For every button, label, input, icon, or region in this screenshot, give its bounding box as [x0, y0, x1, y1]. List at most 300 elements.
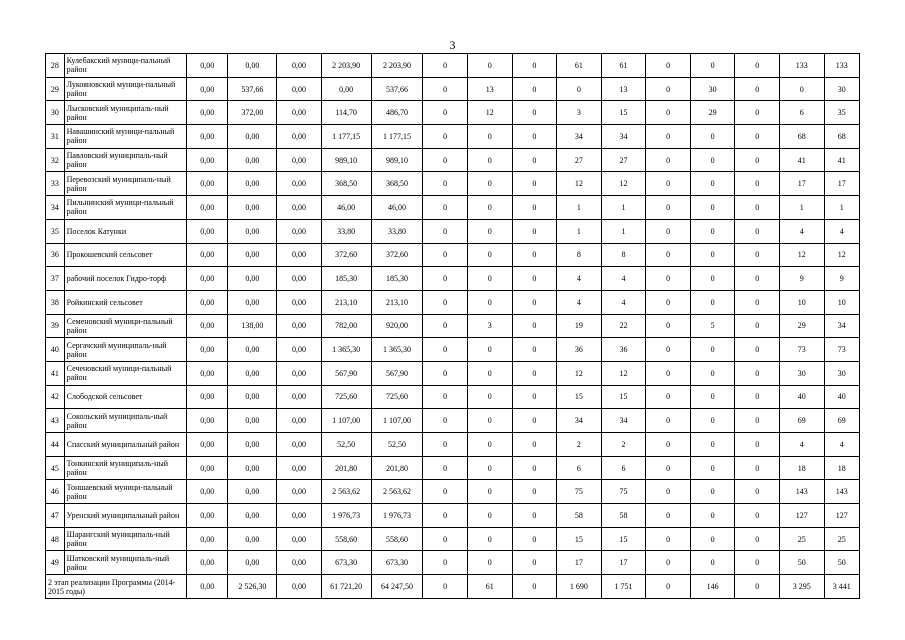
municipality-name-cell: Сокольский муниципаль-ный район	[64, 409, 186, 433]
value-cell: 567,90	[321, 361, 371, 385]
value-cell: 0,00	[187, 172, 228, 196]
value-cell: 0,00	[277, 125, 322, 149]
value-cell: 127	[824, 504, 859, 528]
value-cell: 0	[646, 314, 691, 338]
value-cell: 0,00	[321, 77, 371, 101]
value-cell: 0	[690, 172, 735, 196]
value-cell: 0,00	[187, 196, 228, 220]
value-cell: 50	[780, 551, 825, 575]
value-cell: 2	[557, 433, 602, 457]
value-cell: 0	[423, 361, 468, 385]
value-cell: 0	[512, 527, 557, 551]
value-cell: 2 563,62	[321, 480, 371, 504]
value-cell: 0,00	[187, 409, 228, 433]
value-cell: 0	[423, 433, 468, 457]
value-cell: 0	[423, 77, 468, 101]
value-cell: 0,00	[228, 480, 277, 504]
value-cell: 4	[824, 219, 859, 243]
value-cell: 0	[735, 314, 780, 338]
value-cell: 0	[423, 148, 468, 172]
table-row	[46, 385, 860, 409]
total-value-cell: 64 247,50	[371, 575, 423, 599]
value-cell: 8	[557, 243, 602, 267]
value-cell: 1 177,15	[321, 125, 371, 149]
value-cell: 30	[690, 77, 735, 101]
row-number-cell: 28	[46, 54, 65, 78]
value-cell: 0	[423, 551, 468, 575]
value-cell: 0,00	[228, 433, 277, 457]
value-cell: 0	[646, 409, 691, 433]
value-cell: 27	[601, 148, 646, 172]
value-cell: 673,30	[371, 551, 423, 575]
row-number-cell: 30	[46, 101, 65, 125]
value-cell: 0,00	[187, 101, 228, 125]
value-cell: 0	[423, 196, 468, 220]
value-cell: 69	[824, 409, 859, 433]
value-cell: 0	[467, 409, 512, 433]
value-cell: 0,00	[228, 527, 277, 551]
value-cell: 143	[824, 480, 859, 504]
total-value-cell: 61 721,20	[321, 575, 371, 599]
value-cell: 1 107,00	[321, 409, 371, 433]
value-cell: 0	[735, 148, 780, 172]
value-cell: 0,00	[187, 243, 228, 267]
value-cell: 3	[467, 314, 512, 338]
value-cell: 3	[557, 101, 602, 125]
value-cell: 0,00	[277, 385, 322, 409]
value-cell: 201,80	[371, 456, 423, 480]
value-cell: 0	[735, 219, 780, 243]
value-cell: 133	[824, 54, 859, 78]
table-row	[46, 172, 860, 196]
value-cell: 0	[646, 267, 691, 291]
value-cell: 0,00	[277, 338, 322, 362]
value-cell: 0	[690, 361, 735, 385]
value-cell: 52,50	[321, 433, 371, 457]
total-value-cell: 0	[735, 575, 780, 599]
value-cell: 920,00	[371, 314, 423, 338]
value-cell: 0	[512, 409, 557, 433]
value-cell: 0,00	[228, 172, 277, 196]
value-cell: 0,00	[228, 243, 277, 267]
row-number-cell: 34	[46, 196, 65, 220]
value-cell: 0	[690, 290, 735, 314]
value-cell: 1	[601, 219, 646, 243]
value-cell: 0	[512, 551, 557, 575]
value-cell: 0	[512, 267, 557, 291]
value-cell: 33,80	[371, 219, 423, 243]
value-cell: 10	[824, 290, 859, 314]
value-cell: 15	[601, 527, 646, 551]
value-cell: 0	[423, 456, 468, 480]
value-cell: 372,60	[371, 243, 423, 267]
value-cell: 0,00	[187, 504, 228, 528]
value-cell: 0	[423, 54, 468, 78]
value-cell: 0,00	[277, 54, 322, 78]
table-row	[46, 196, 860, 220]
value-cell: 0,00	[277, 77, 322, 101]
value-cell: 4	[601, 290, 646, 314]
value-cell: 0	[690, 409, 735, 433]
value-cell: 0	[735, 551, 780, 575]
value-cell: 1 976,73	[371, 504, 423, 528]
value-cell: 0	[735, 361, 780, 385]
value-cell: 50	[824, 551, 859, 575]
value-cell: 0	[467, 551, 512, 575]
value-cell: 0,00	[187, 77, 228, 101]
value-cell: 0,00	[228, 385, 277, 409]
value-cell: 0	[646, 361, 691, 385]
value-cell: 0	[512, 243, 557, 267]
row-number-cell: 40	[46, 338, 65, 362]
municipality-name-cell: Сеченовский муници-пальный район	[64, 361, 186, 385]
value-cell: 2 203,90	[321, 54, 371, 78]
value-cell: 0	[467, 219, 512, 243]
value-cell: 6	[780, 101, 825, 125]
value-cell: 0	[646, 77, 691, 101]
municipality-name-cell: Слободской сельсовет	[64, 385, 186, 409]
table-row	[46, 409, 860, 433]
value-cell: 0,00	[187, 480, 228, 504]
value-cell: 1	[557, 219, 602, 243]
value-cell: 34	[824, 314, 859, 338]
value-cell: 30	[824, 361, 859, 385]
municipality-name-cell: Тонкинский муниципаль-ный район	[64, 456, 186, 480]
value-cell: 0	[512, 101, 557, 125]
value-cell: 372,60	[321, 243, 371, 267]
value-cell: 12	[824, 243, 859, 267]
value-cell: 567,90	[371, 361, 423, 385]
municipality-name-cell: Поселок Катунки	[64, 219, 186, 243]
value-cell: 0	[512, 54, 557, 78]
table-row	[46, 219, 860, 243]
table-row	[46, 290, 860, 314]
table-row	[46, 101, 860, 125]
value-cell: 12	[601, 172, 646, 196]
value-cell: 9	[780, 267, 825, 291]
total-value-cell: 61	[467, 575, 512, 599]
municipality-name-cell: Павловский муниципаль-ный район	[64, 148, 186, 172]
value-cell: 75	[557, 480, 602, 504]
value-cell: 12	[557, 172, 602, 196]
table-row	[46, 456, 860, 480]
value-cell: 0,00	[277, 361, 322, 385]
municipality-name-cell: Навашинский муници-пальный район	[64, 125, 186, 149]
value-cell: 0,00	[277, 551, 322, 575]
row-number-cell: 44	[46, 433, 65, 457]
municipality-name-cell: Сергачский муниципаль-ный район	[64, 338, 186, 362]
value-cell: 0	[646, 385, 691, 409]
value-cell: 0	[512, 314, 557, 338]
row-number-cell: 29	[46, 77, 65, 101]
value-cell: 0,00	[228, 456, 277, 480]
row-number-cell: 36	[46, 243, 65, 267]
value-cell: 133	[780, 54, 825, 78]
table-row	[46, 267, 860, 291]
value-cell: 25	[780, 527, 825, 551]
row-number-cell: 33	[46, 172, 65, 196]
value-cell: 0,00	[277, 243, 322, 267]
value-cell: 0	[735, 338, 780, 362]
value-cell: 1	[824, 196, 859, 220]
value-cell: 0	[646, 551, 691, 575]
value-cell: 0	[467, 504, 512, 528]
value-cell: 0	[735, 125, 780, 149]
total-row	[46, 575, 860, 599]
value-cell: 17	[780, 172, 825, 196]
value-cell: 0,00	[187, 54, 228, 78]
value-cell: 10	[780, 290, 825, 314]
value-cell: 0	[512, 504, 557, 528]
value-cell: 0,00	[277, 456, 322, 480]
total-value-cell: 3 295	[780, 575, 825, 599]
value-cell: 0	[646, 338, 691, 362]
row-number-cell: 47	[46, 504, 65, 528]
value-cell: 0	[512, 125, 557, 149]
value-cell: 0,00	[187, 267, 228, 291]
value-cell: 58	[601, 504, 646, 528]
value-cell: 0,00	[228, 290, 277, 314]
value-cell: 0	[690, 267, 735, 291]
value-cell: 0	[735, 101, 780, 125]
value-cell: 185,30	[321, 267, 371, 291]
value-cell: 0	[646, 480, 691, 504]
value-cell: 0	[735, 433, 780, 457]
row-number-cell: 42	[46, 385, 65, 409]
value-cell: 558,60	[371, 527, 423, 551]
total-value-cell: 0	[423, 575, 468, 599]
value-cell: 114,70	[321, 101, 371, 125]
value-cell: 0	[646, 243, 691, 267]
value-cell: 0,00	[228, 219, 277, 243]
value-cell: 0	[512, 433, 557, 457]
total-value-cell: 1 690	[557, 575, 602, 599]
value-cell: 201,80	[321, 456, 371, 480]
value-cell: 0,00	[228, 551, 277, 575]
value-cell: 34	[601, 409, 646, 433]
value-cell: 0	[690, 125, 735, 149]
value-cell: 0,00	[187, 338, 228, 362]
value-cell: 0	[423, 125, 468, 149]
value-cell: 0	[735, 54, 780, 78]
value-cell: 0	[690, 54, 735, 78]
value-cell: 6	[557, 456, 602, 480]
table-row	[46, 527, 860, 551]
municipality-name-cell: Пильнинский муници-пальный район	[64, 196, 186, 220]
total-label-cell: 2 этап реализации Программы (2014-2015 годы)	[46, 575, 187, 599]
total-value-cell: 0,00	[187, 575, 228, 599]
value-cell: 0	[512, 219, 557, 243]
value-cell: 1	[780, 196, 825, 220]
table-row	[46, 480, 860, 504]
value-cell: 725,60	[321, 385, 371, 409]
value-cell: 0,00	[187, 361, 228, 385]
municipality-name-cell: Кулебакский муници-пальный район	[64, 54, 186, 78]
page-number: 3	[449, 38, 456, 52]
value-cell: 0	[512, 148, 557, 172]
value-cell: 989,10	[321, 148, 371, 172]
value-cell: 0,00	[228, 338, 277, 362]
value-cell: 0	[423, 243, 468, 267]
value-cell: 0	[467, 338, 512, 362]
value-cell: 0	[467, 196, 512, 220]
row-number-cell: 38	[46, 290, 65, 314]
row-number-cell: 37	[46, 267, 65, 291]
value-cell: 0,00	[277, 433, 322, 457]
value-cell: 0	[646, 433, 691, 457]
value-cell: 0	[690, 338, 735, 362]
value-cell: 0,00	[277, 504, 322, 528]
value-cell: 0,00	[277, 314, 322, 338]
value-cell: 0,00	[228, 409, 277, 433]
value-cell: 0	[735, 290, 780, 314]
value-cell: 0,00	[228, 196, 277, 220]
value-cell: 0,00	[228, 267, 277, 291]
value-cell: 0	[467, 361, 512, 385]
value-cell: 372,00	[228, 101, 277, 125]
value-cell: 0,00	[277, 219, 322, 243]
value-cell: 0,00	[277, 172, 322, 196]
value-cell: 0	[423, 409, 468, 433]
value-cell: 5	[690, 314, 735, 338]
value-cell: 1 107,00	[371, 409, 423, 433]
table-row	[46, 361, 860, 385]
value-cell: 40	[824, 385, 859, 409]
value-cell: 0	[467, 456, 512, 480]
value-cell: 36	[601, 338, 646, 362]
value-cell: 0	[690, 551, 735, 575]
value-cell: 537,66	[228, 77, 277, 101]
value-cell: 30	[780, 361, 825, 385]
value-cell: 0	[423, 267, 468, 291]
total-value-cell: 0	[512, 575, 557, 599]
value-cell: 0	[646, 219, 691, 243]
value-cell: 0	[467, 385, 512, 409]
value-cell: 0	[512, 172, 557, 196]
value-cell: 0	[646, 172, 691, 196]
value-cell: 33,80	[321, 219, 371, 243]
value-cell: 0	[735, 504, 780, 528]
value-cell: 6	[601, 456, 646, 480]
value-cell: 185,30	[371, 267, 423, 291]
value-cell: 15	[557, 527, 602, 551]
value-cell: 0	[646, 101, 691, 125]
value-cell: 0	[646, 290, 691, 314]
value-cell: 2 563,62	[371, 480, 423, 504]
value-cell: 0,00	[228, 54, 277, 78]
value-cell: 213,10	[371, 290, 423, 314]
value-cell: 1	[557, 196, 602, 220]
value-cell: 12	[601, 361, 646, 385]
value-cell: 34	[557, 409, 602, 433]
value-cell: 989,10	[371, 148, 423, 172]
row-number-cell: 31	[46, 125, 65, 149]
value-cell: 0	[646, 527, 691, 551]
value-cell: 0,00	[277, 527, 322, 551]
row-number-cell: 45	[46, 456, 65, 480]
value-cell: 1 177,15	[371, 125, 423, 149]
value-cell: 17	[824, 172, 859, 196]
value-cell: 0	[735, 172, 780, 196]
value-cell: 0	[423, 480, 468, 504]
value-cell: 1 976,73	[321, 504, 371, 528]
value-cell: 4	[824, 433, 859, 457]
value-cell: 2	[601, 433, 646, 457]
value-cell: 18	[780, 456, 825, 480]
value-cell: 0	[735, 385, 780, 409]
data-table	[45, 53, 860, 599]
value-cell: 0	[646, 504, 691, 528]
value-cell: 0	[467, 433, 512, 457]
value-cell: 4	[780, 219, 825, 243]
value-cell: 138,00	[228, 314, 277, 338]
row-number-cell: 49	[46, 551, 65, 575]
value-cell: 8	[601, 243, 646, 267]
value-cell: 0,00	[228, 504, 277, 528]
value-cell: 782,00	[321, 314, 371, 338]
municipality-name-cell: Лукояновский муници-пальный район	[64, 77, 186, 101]
table-row	[46, 54, 860, 78]
value-cell: 18	[824, 456, 859, 480]
value-cell: 17	[601, 551, 646, 575]
value-cell: 73	[824, 338, 859, 362]
value-cell: 673,30	[321, 551, 371, 575]
value-cell: 0	[423, 219, 468, 243]
value-cell: 0	[690, 433, 735, 457]
table-row	[46, 314, 860, 338]
value-cell: 0	[690, 196, 735, 220]
value-cell: 0	[690, 527, 735, 551]
value-cell: 0,00	[277, 290, 322, 314]
value-cell: 0	[512, 77, 557, 101]
value-cell: 0	[735, 409, 780, 433]
value-cell: 4	[601, 267, 646, 291]
value-cell: 25	[824, 527, 859, 551]
value-cell: 537,66	[371, 77, 423, 101]
value-cell: 0	[735, 243, 780, 267]
value-cell: 0,00	[277, 409, 322, 433]
value-cell: 0	[690, 385, 735, 409]
table-row	[46, 148, 860, 172]
value-cell: 19	[557, 314, 602, 338]
value-cell: 4	[780, 433, 825, 457]
value-cell: 0	[512, 480, 557, 504]
value-cell: 0	[690, 243, 735, 267]
table-body	[46, 54, 860, 599]
table-row	[46, 77, 860, 101]
value-cell: 368,50	[371, 172, 423, 196]
value-cell: 52,50	[371, 433, 423, 457]
value-cell: 46,00	[371, 196, 423, 220]
municipality-name-cell: Перевозский муниципаль-ный район	[64, 172, 186, 196]
value-cell: 0	[467, 54, 512, 78]
table-row	[46, 243, 860, 267]
municipality-name-cell: Ройкинский сельсовет	[64, 290, 186, 314]
value-cell: 143	[780, 480, 825, 504]
value-cell: 15	[601, 385, 646, 409]
value-cell: 0	[423, 290, 468, 314]
table-row	[46, 551, 860, 575]
value-cell: 27	[557, 148, 602, 172]
value-cell: 73	[780, 338, 825, 362]
total-value-cell: 0,00	[277, 575, 322, 599]
value-cell: 0	[512, 338, 557, 362]
value-cell: 486,70	[371, 101, 423, 125]
table-row	[46, 338, 860, 362]
value-cell: 0	[467, 527, 512, 551]
value-cell: 0	[646, 54, 691, 78]
total-value-cell: 1 751	[601, 575, 646, 599]
